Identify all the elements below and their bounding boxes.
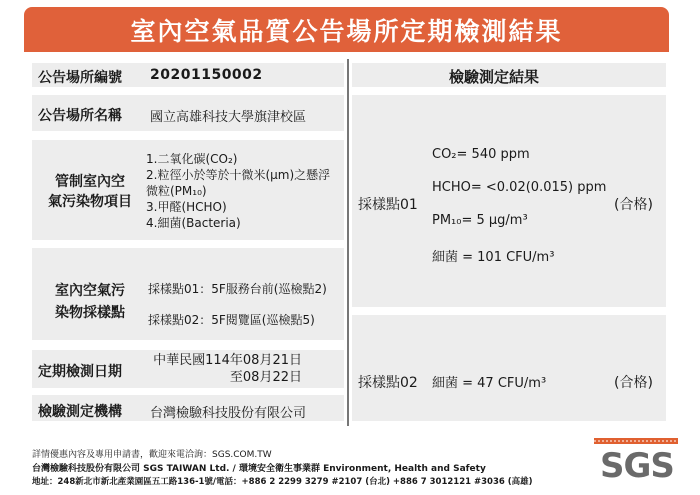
point1-result-pm10: PM₁₀= 5 μg/m³ [432, 213, 528, 228]
results-title: 檢驗測定結果 [449, 68, 540, 86]
date-line2: 至08月22日 [229, 370, 302, 385]
header-banner [24, 7, 669, 52]
sampling-label [40, 280, 140, 324]
pollutants-list [146, 151, 330, 231]
point1-result-hcho: HCHO= <0.02(0.015) ppm [432, 180, 607, 195]
pollutants-label-line1: 管制室內空 [55, 174, 125, 190]
point1-status: (合格) [614, 197, 653, 213]
sgs-logo [594, 438, 678, 488]
name-label: 公告場所名稱 [38, 108, 122, 124]
point1-results [432, 147, 606, 265]
point2-label: 採樣點02 [358, 375, 418, 391]
sampling-label-line2: 染物採樣點 [55, 305, 125, 321]
point1-result-bacteria: 細菌 = 101 CFU/m³ [432, 250, 555, 265]
pollutant-item: 4.細菌(Bacteria) [146, 216, 241, 230]
sampling-point-2: 採樣點02：5F閱覽區(巡檢點5) [148, 313, 315, 327]
footer-contact: 詳情優惠內容及專用申請書，歡迎來電洽詢：SGS.COM.TW [32, 450, 272, 460]
sampling-label-line1: 室內空氣污 [55, 283, 125, 299]
agency-label: 檢驗測定機構 [38, 404, 122, 420]
date-label: 定期檢測日期 [38, 364, 122, 380]
logo-text: SGS [600, 446, 674, 486]
pollutant-item: 3.甲醛(HCHO) [146, 200, 227, 214]
column-divider [347, 59, 349, 426]
date-value [152, 352, 302, 386]
point1-label: 採樣點01 [358, 197, 418, 213]
pollutants-label-line2: 氣污染物項目 [48, 194, 132, 210]
pollutant-item: 微粒(PM₁₀) [146, 184, 207, 198]
logo-stripes [594, 438, 678, 444]
footer-company: 台灣檢驗科技股份有限公司 SGS TAIWAN Ltd. / 環境安全衛生事業群 Environment, Health and Safety [32, 464, 486, 474]
point1-result-co2: CO₂= 540 ppm [432, 147, 530, 162]
pollutant-item: 2.粒徑小於等於十微米(μm)之懸浮 [146, 168, 331, 182]
point2-result: 細菌 = 47 CFU/m³ [432, 376, 547, 391]
footer-address: 地址：248新北市新北產業園區五工路136-1號/電話：+886 2 2299 3279 #2107 (台北) +886 7 3012121 #3036 (高雄) [32, 477, 533, 487]
id-label: 公告場所編號 [38, 70, 122, 86]
pollutant-item: 1.二氧化碳(CO₂) [146, 152, 238, 166]
point2-row [352, 315, 666, 421]
name-value: 國立高雄科技大學旗津校區 [150, 110, 307, 125]
date-line1: 中華民國114年08月21日 [153, 353, 302, 368]
point2-status: (合格) [614, 375, 653, 391]
id-value: 20201150002 [150, 67, 263, 83]
agency-value: 台灣檢驗科技股份有限公司 [150, 406, 307, 421]
page-title: 室內空氣品質公告場所定期檢測結果 [130, 16, 563, 46]
sampling-point-1: 採樣點01：5F服務台前(巡檢點2) [148, 282, 327, 296]
pollutants-label [40, 172, 140, 212]
